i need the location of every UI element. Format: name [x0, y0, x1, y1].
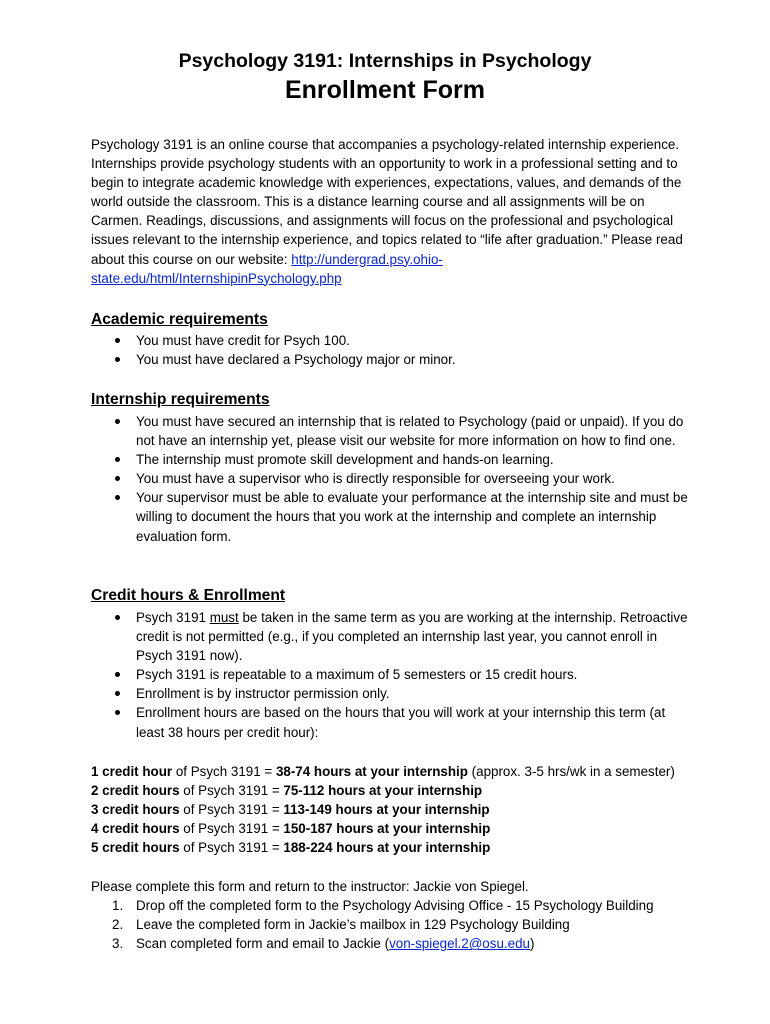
intro-paragraph — [91, 135, 691, 288]
academic-requirements-list — [112, 331, 697, 369]
list-item: Enrollment is by instructor permission only. — [112, 684, 697, 703]
credit-amount: 5 credit hours — [91, 840, 180, 855]
closing-text: Please complete this form and return to the instructor: Jackie von Spiegel. — [91, 879, 529, 894]
step-number: 3. — [112, 936, 124, 952]
step-text: Scan completed form and email to Jackie ( — [136, 936, 390, 952]
credit-amount: 4 credit hours — [91, 821, 180, 836]
list-item — [112, 934, 697, 953]
credit-item-pre: Psych 3191 — [136, 610, 210, 625]
credit-mid: of Psych 3191 = — [179, 840, 284, 855]
step-number: 2. — [112, 917, 124, 933]
credit-hours: 38-74 hours at your internship — [275, 764, 468, 779]
step-text-end: ) — [529, 936, 535, 952]
must-emphasis: must — [209, 610, 239, 625]
list-item — [112, 608, 697, 665]
credit-mid: of Psych 3191 = — [179, 783, 284, 798]
credit-hours-list — [112, 608, 697, 742]
credit-row — [91, 838, 691, 857]
credit-note: (approx. 3-5 hrs/wk in a semester) — [467, 764, 675, 779]
credit-hours: 150-187 hours at your internship — [283, 821, 491, 836]
list-item: You must have secured an internship that is related to Psychology (paid or unpaid). If you do not have an internship yet, please visit our website for more information on how to find one. — [112, 412, 697, 450]
step-text: Drop off the completed form to the Psychology Advising Office - 15 Psychology Building — [136, 898, 654, 913]
credit-row — [91, 819, 691, 838]
internship-requirements-list — [112, 412, 697, 546]
list-item: You must have a supervisor who is directly responsible for overseeing your work. — [112, 469, 697, 488]
credit-hours: 188-224 hours at your internship — [283, 840, 491, 855]
credit-amount: 3 credit hours — [91, 802, 180, 817]
credit-row — [91, 781, 691, 800]
credit-hours: 75-112 hours at your internship — [283, 783, 483, 798]
submission-steps — [112, 896, 697, 953]
list-item: Your supervisor must be able to evaluate your performance at the internship site and must be willing to document the hours that you work at the internship and complete an internship evaluation form. — [112, 488, 697, 545]
academic-requirements-heading: Academic requirements — [91, 311, 268, 328]
credit-row — [91, 800, 691, 819]
list-item — [112, 896, 697, 915]
internship-requirements-heading: Internship requirements — [91, 391, 270, 408]
list-item: Enrollment hours are based on the hours that you will work at your internship this term (at least 38 hours per credit hour): — [112, 703, 697, 741]
credit-mid: of Psych 3191 = — [172, 764, 276, 779]
instructor-email-link[interactable]: von-spiegel.2@osu.edu — [389, 936, 530, 952]
credit-mid: of Psych 3191 = — [179, 802, 284, 817]
credit-amount: 1 credit hour — [91, 764, 173, 779]
list-item: Psych 3191 is repeatable to a maximum of 5 semesters or 15 credit hours. — [112, 665, 697, 684]
list-item: You must have credit for Psych 100. — [112, 331, 697, 350]
credit-item-post: be taken in the same term as you are working at the internship. Retroactive credit is not permitted (e.g., if you completed an internship last year, you cannot enroll in Psych 3191 now). — [136, 610, 688, 664]
step-number: 1. — [112, 898, 124, 913]
credit-hours-heading: Credit hours & Enrollment — [91, 587, 286, 604]
list-item: You must have declared a Psychology major or minor. — [112, 350, 697, 369]
list-item — [112, 915, 697, 934]
step-text: Leave the completed form in Jackie’s mailbox in 129 Psychology Building — [136, 917, 570, 933]
course-title: Psychology 3191: Internships in Psychology — [178, 50, 592, 72]
credit-row — [91, 762, 691, 781]
credit-hours: 113-149 hours at your internship — [283, 802, 490, 817]
credit-amount: 2 credit hours — [91, 783, 180, 798]
form-title: Enrollment Form — [284, 76, 485, 104]
intro-text: Psychology 3191 is an online course that accompanies a psychology-related internship experience. Internships provide psychology students with an opportunity to work in a professional setting and to begin to integrate academic knowledge with experiences, expectations, values, and demands of the world outside the classroom. This is a distance learning course and all assignments will be on Carmen. Readings, discussions, and assignments will focus on the professional and psychological issues relevant to the internship experience, and topics related to “life after graduation.” Please read about this course on our website: — [91, 137, 683, 267]
credit-mid: of Psych 3191 = — [179, 821, 284, 836]
credit-hours-table — [91, 762, 691, 857]
list-item: The internship must promote skill development and hands-on learning. — [112, 450, 697, 469]
course-website-link[interactable]: http://undergrad.psy.ohio-state.edu/html/InternshipinPsychology.php — [91, 251, 443, 286]
